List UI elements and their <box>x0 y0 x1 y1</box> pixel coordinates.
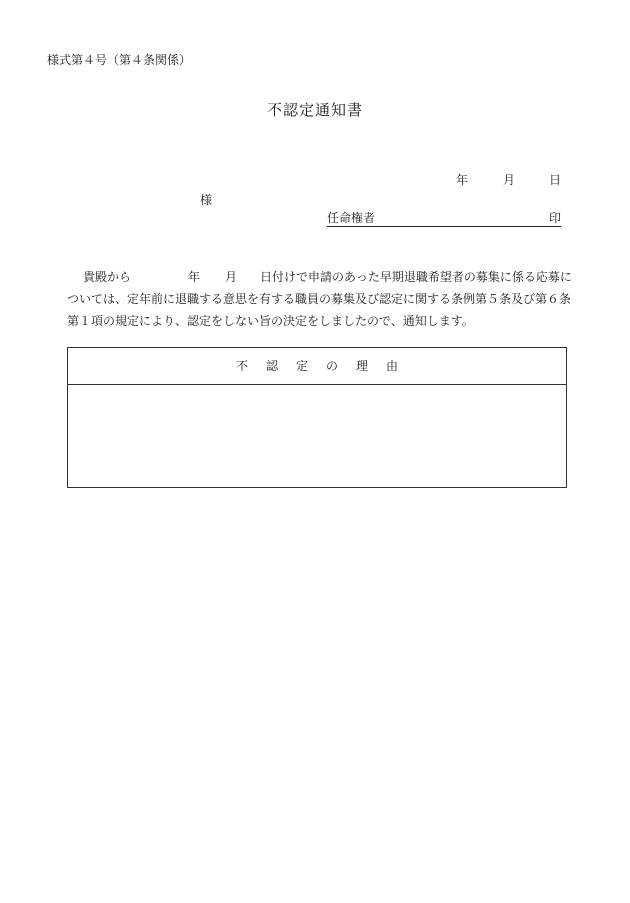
date-month-label: 月 <box>503 173 516 187</box>
body-line-3: 第１項の規定により、認定をしない旨の決定をしましたので、通知します。 <box>67 314 474 328</box>
date-day-label: 日 <box>549 173 562 187</box>
reason-box-header <box>68 348 566 385</box>
body-line-1-rest: 日付けで申請のあった早期退職希望者の募集に係る応募に <box>260 270 572 284</box>
reason-box <box>67 347 567 488</box>
reason-header-char: 由 <box>386 359 399 373</box>
body-line-1-start: 貴殿から <box>83 270 132 284</box>
seal-mark: 印 <box>548 211 561 225</box>
appointing-authority-line <box>327 211 561 227</box>
reason-box-body <box>68 385 566 487</box>
reason-header-char: 不 <box>235 359 248 373</box>
date-year-label: 年 <box>456 173 469 187</box>
reason-header-char: 認 <box>265 359 278 373</box>
document-title: 不認定通知書 <box>266 101 363 119</box>
form-number: 様式第４号（第４条関係） <box>47 53 192 67</box>
appointing-authority-label: 任命権者 <box>327 211 376 225</box>
reason-header-char: の <box>326 359 339 373</box>
body-line-1-month: 月 <box>225 270 238 284</box>
body-line-2: ついては、定年前に退職する意思を有する職員の募集及び認定に関する条例第５条及び第６条 <box>67 292 572 306</box>
body-line-1-year: 年 <box>188 270 201 284</box>
addressee-suffix: 様 <box>200 193 213 207</box>
reason-header-char: 理 <box>356 359 369 373</box>
reason-header-char: 定 <box>295 359 308 373</box>
